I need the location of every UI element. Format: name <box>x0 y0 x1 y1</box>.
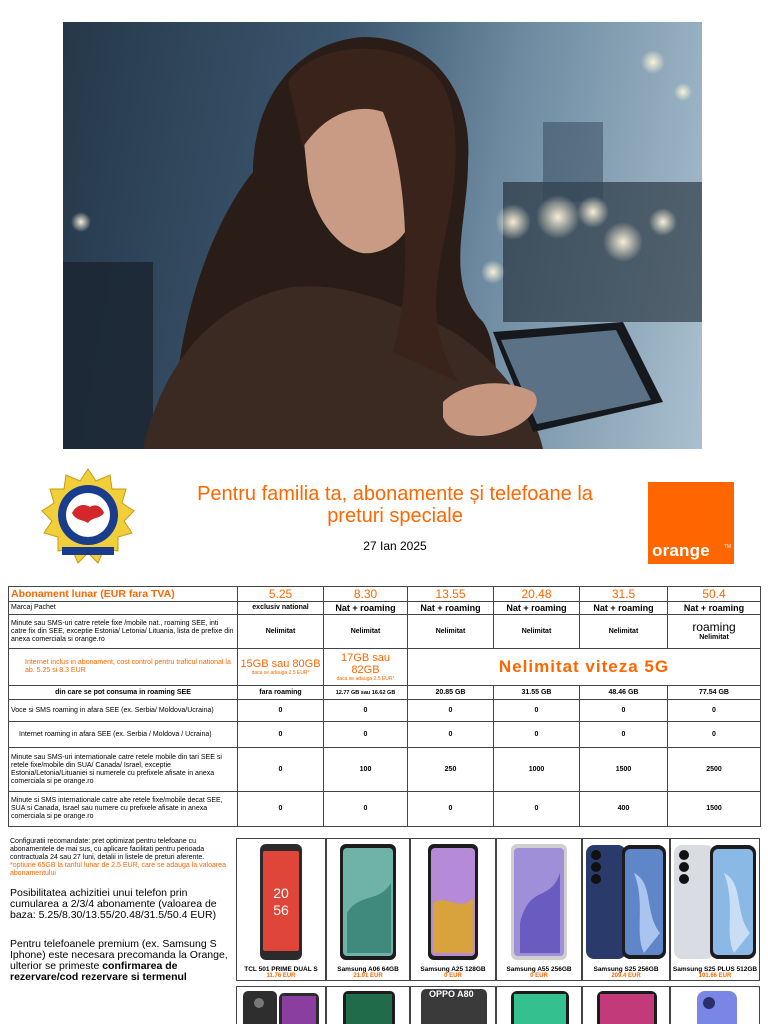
table-cell <box>324 649 408 686</box>
phone-icon <box>327 987 410 1024</box>
table-row <box>9 700 761 722</box>
price-cell: 5.25 <box>238 587 324 602</box>
table-cell: fara roaming <box>238 686 324 700</box>
table-cell: Nat + roaming <box>580 602 668 615</box>
table-row <box>9 722 761 748</box>
table-cell: 12.77 GB sau 16.62 GB <box>324 686 408 700</box>
phone-icon <box>259 843 303 961</box>
phone-card[interactable] <box>496 838 582 981</box>
phone-icon <box>497 987 582 1024</box>
price-cell: 13.55 <box>408 587 494 602</box>
table-title: Abonament lunar (EUR fara TVA) <box>9 587 238 602</box>
premium-note-bold: confirmarea de rezervare/cod rezervare si termenul <box>10 960 187 983</box>
phone-card[interactable] <box>670 986 760 1024</box>
table-cell: 0 <box>324 722 408 748</box>
table-row <box>9 686 761 700</box>
table-cell: 0 <box>668 700 761 722</box>
table-cell: Nelimitat <box>324 615 408 649</box>
table-cell: Nat + roaming <box>494 602 580 615</box>
unlimited-5g-cell: Nelimitat viteza 5G <box>408 649 761 686</box>
row-label: Minute sau SMS-uri internationale catre retele mobile din tari SEE si retele fixe/mobile din SUA/ Canada/ Israel, exceptie Estonia/Letonia/Lituaniei si numerele cu prefixele afisate in anexa comerciala si pe orange.ro <box>9 748 238 792</box>
page-title: Pentru familia ta, abonamente și telefoane la preturi speciale <box>197 483 593 527</box>
table-cell: 1500 <box>668 792 761 827</box>
svg-text:20: 20 <box>273 885 289 901</box>
phone-name: Samsung S25 PLUS 512GB <box>672 966 758 973</box>
roaming-label: roaming <box>692 620 736 634</box>
phone-price: 0 EUR <box>530 973 548 979</box>
table-cell: 0 <box>494 700 580 722</box>
table-cell: Nat + roaming <box>668 602 761 615</box>
date-label: 27 Ian 2025 <box>363 539 427 553</box>
table-cell: 77.54 GB <box>668 686 761 700</box>
phone-name: Samsung A06 64GB <box>337 966 399 973</box>
phone-icon <box>339 843 397 961</box>
price-cell: 8.30 <box>324 587 408 602</box>
table-cell: 0 <box>494 722 580 748</box>
phone-name: Samsung S25 256GB <box>593 966 659 973</box>
row-label: Minute si SMS internationale catre alte retele fixe/mobile decat SEE, SUA si Canada, Israel sau numere cu prefixele afisate in anexa comerciala si pe orange.ro <box>9 792 238 827</box>
row-label: din care se pot consuma in roaming SEE <box>9 686 238 700</box>
phone-price: 101.66 EUR <box>698 973 732 979</box>
phone-icon <box>671 987 760 1024</box>
table-cell: Nelimitat <box>408 615 494 649</box>
phone-name: Samsung A25 128GB <box>420 966 486 973</box>
table-cell: Nat + roaming <box>324 602 408 615</box>
table-cell: 1500 <box>580 748 668 792</box>
table-cell: 0 <box>408 700 494 722</box>
premium-note-text: Pentru telefoanele premium (ex. Samsung S Iphone) este necesara precomanda la Orange, ulterior se primeste <box>10 938 228 972</box>
price-cell: 20.48 <box>494 587 580 602</box>
row-label: Minute sau SMS-uri catre retele fixe /mobile nat., roaming SEE, inti catre fix din SEE, exceptie Estonia/ Letonia/ Lituania, lista de prefixe din anexa comerciala si orange.ro <box>9 615 238 649</box>
table-cell: 400 <box>580 792 668 827</box>
table-cell: 31.55 GB <box>494 686 580 700</box>
table-cell: 0 <box>494 792 580 827</box>
table-cell: 0 <box>238 722 324 748</box>
notes-block <box>10 838 232 983</box>
phone-card[interactable] <box>496 986 582 1024</box>
phone-card[interactable] <box>410 838 496 981</box>
table-cell: 0 <box>408 792 494 827</box>
woman-with-tablet-illustration <box>63 22 702 449</box>
table-row <box>9 792 761 827</box>
table-cell: 48.46 GB <box>580 686 668 700</box>
table-row <box>9 615 761 649</box>
table-cell: 0 <box>238 748 324 792</box>
table-cell: 100 <box>324 748 408 792</box>
phone-price: 209.4 EUR <box>611 973 641 979</box>
table-cell: 0 <box>238 700 324 722</box>
table-cell: 0 <box>238 792 324 827</box>
phone-icon <box>510 843 568 961</box>
table-cell: 0 <box>668 722 761 748</box>
row-label: Internet roaming in afara SEE (ex. Serbia / Moldova / Ucraina) <box>9 722 238 748</box>
table-cell: 0 <box>324 792 408 827</box>
phone-icon <box>672 843 758 961</box>
phone-card[interactable] <box>410 986 496 1024</box>
phone-icon <box>583 987 670 1024</box>
table-cell: 20.85 GB <box>408 686 494 700</box>
data-note: daca se adauga 2.5 EUR* <box>251 670 310 676</box>
price-cell: 31.5 <box>580 587 668 602</box>
svg-text:56: 56 <box>273 902 289 918</box>
phone-icon <box>584 843 668 961</box>
table-cell: Nat + roaming <box>408 602 494 615</box>
data-note: daca se adauga 2.5 EUR* <box>336 676 395 682</box>
notes-option-note: *optiune 65GB la tariful lunar de 2.5 EUR, care se adauga la valoarea abonamentului <box>10 862 226 877</box>
table-cell: 250 <box>408 748 494 792</box>
table-cell: 1000 <box>494 748 580 792</box>
row-label: Marcaj Pachet <box>9 602 238 615</box>
table-cell: 0 <box>408 722 494 748</box>
table-cell <box>238 649 324 686</box>
trademark-mark: TM <box>723 544 731 550</box>
phone-price: 21.01 EUR <box>353 973 383 979</box>
table-cell: 0 <box>580 700 668 722</box>
phone-icon <box>237 987 326 1024</box>
table-cell: exclusiv national <box>238 602 324 615</box>
phone-card[interactable] <box>236 838 326 981</box>
table-cell: Nelimitat <box>580 615 668 649</box>
phone-name: Samsung A55 256GB <box>506 966 572 973</box>
table-cell: 0 <box>580 722 668 748</box>
unlimited-label: Nelimitat <box>699 634 729 641</box>
phone-card[interactable] <box>236 986 326 1024</box>
phone-brand-label: OPPO A80 <box>429 989 474 999</box>
brand-name: orange <box>652 541 710 560</box>
phone-card[interactable] <box>326 838 410 981</box>
phone-price: 11.76 EUR <box>266 973 296 979</box>
phone-icon <box>427 843 479 961</box>
data-allowance: 15GB sau 80GB <box>240 658 321 670</box>
data-allowance: 17GB sau 82GB <box>341 652 390 676</box>
hero-photo <box>63 22 702 449</box>
phone-name: TCL 501 PRIME DUAL S <box>244 966 318 973</box>
phone-card[interactable] <box>582 986 670 1024</box>
phone-card[interactable] <box>670 838 760 981</box>
table-cell: 0 <box>324 700 408 722</box>
notes-paragraph: Posibilitatea achizitiei unui telefon prin cumularea a 2/3/4 abonamente (valoarea de baza: 5.25/8.30/13.55/20.48/31.5/50.4 EUR) <box>10 887 217 921</box>
police-association-logo <box>36 467 140 567</box>
header <box>185 483 605 553</box>
phone-card[interactable] <box>582 838 670 981</box>
price-cell: 50.4 <box>668 587 761 602</box>
table-header-row <box>9 587 761 602</box>
table-cell <box>668 615 761 649</box>
row-label: Internet inclus in abonament, cost control pentru traficul national la ab. 5.25 si 8.3 EUR <box>9 649 238 686</box>
table-cell: Nelimitat <box>494 615 580 649</box>
table-row <box>9 602 761 615</box>
table-cell: 2500 <box>668 748 761 792</box>
table-row-internet <box>9 649 761 686</box>
tariff-table <box>8 586 761 827</box>
phone-card[interactable] <box>326 986 410 1024</box>
phone-price: 0 EUR <box>444 973 462 979</box>
orange-logo <box>648 482 734 564</box>
police-seal-icon <box>36 467 140 567</box>
table-row <box>9 748 761 792</box>
row-label: Voce si SMS roaming in afara SEE (ex. Serbia/ Moldova/Ucraina) <box>9 700 238 722</box>
notes-paragraph: Configuratii recomandate: pret optimizat pentru telefoane cu abonamentele de mai sus, cu aplicare facilitati pentru perioada contractuala 24 sau 27 luni, detalii in listele de preturi aferente. <box>10 838 205 861</box>
notes-paragraph <box>10 939 232 983</box>
table-cell: Nelimitat <box>238 615 324 649</box>
